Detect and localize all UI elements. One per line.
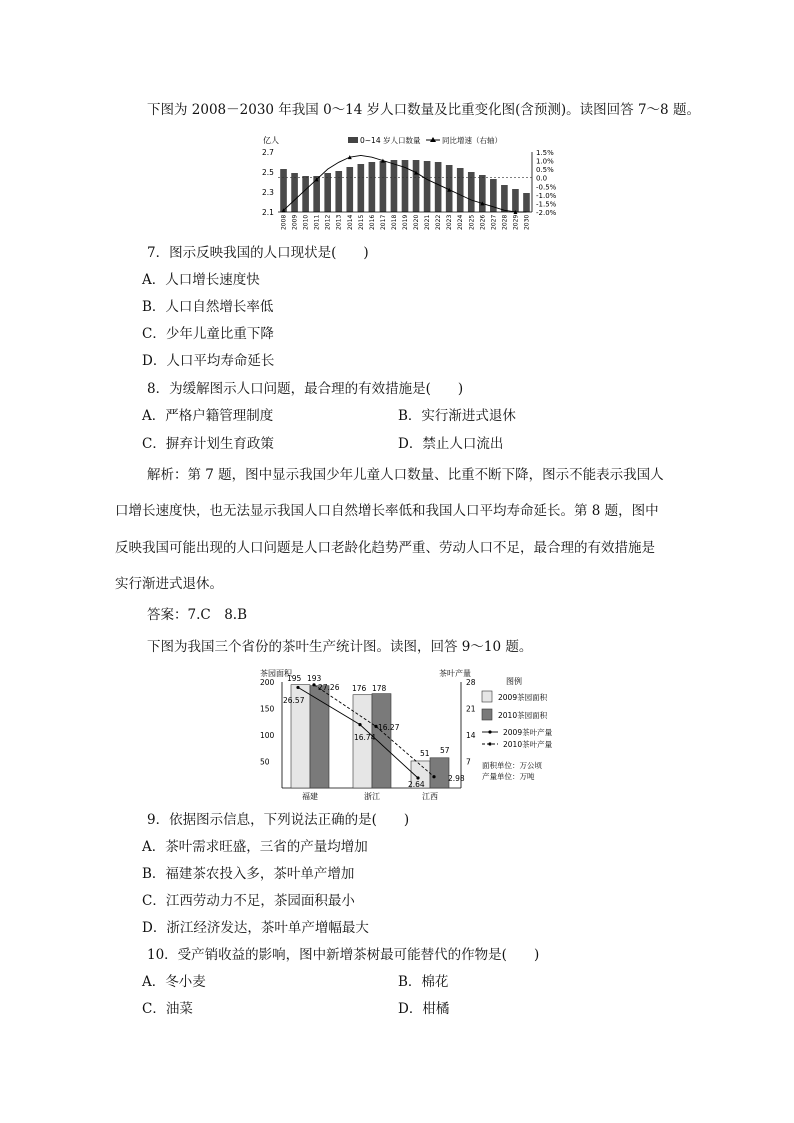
year-tick-label: 2019 [402,214,409,230]
province-label: 江西 [422,792,438,801]
right-tick-label: 28 [466,678,476,687]
population-bar [479,175,486,212]
right-tick-label: -2.0% [536,209,557,217]
unit-output: 产量单位：万吨 [482,772,535,781]
year-tick-label: 2014 [346,214,354,230]
right-tick-label: 7 [466,757,471,767]
population-bar [523,193,530,212]
left-tick-label: 2.7 [262,148,274,157]
province-label: 浙江 [364,792,380,801]
tea-chart [258,664,598,804]
year-tick-label: 2009 [291,214,299,230]
year-tick-label: 2013 [335,214,343,230]
output-2009-point [296,686,299,689]
chart2-ylabel-right: 茶叶产量 [439,669,471,678]
left-tick-label: 150 [260,704,275,714]
legend-bar-label: 0~14 岁人口数量 [360,136,421,145]
data-label: 57 [440,746,450,755]
data-label: 195 [287,674,302,683]
population-bar [280,169,287,212]
q10-option-a[interactable]: A．冬小麦 [142,974,206,990]
q9-stem: 9．依据图示信息，下列说法正确的是( ) [147,812,410,828]
q8-stem: 8．为缓解图示人口问题，最合理的有效措施是( ) [147,381,464,397]
analysis-line-1: 解析：第 7 题，图中显示我国少年儿童人口数量、比重不断下降，图示不能表示我国人 [147,467,664,483]
left-tick-label: 200 [260,678,275,687]
legend-2009-output: 2009茶叶产量 [503,728,553,737]
right-tick-label: 1.0% [536,157,554,166]
population-bar [324,173,331,212]
population-bar [457,168,464,212]
area-2010-bar [310,686,329,788]
legend-line-label: 同比增速（右轴） [442,136,502,145]
right-tick-label: 14 [466,731,476,740]
year-tick-label: 2028 [501,214,509,230]
right-tick-label: -0.5% [536,183,557,192]
data-label: 2.64 [408,780,425,789]
output-2010-point [312,683,315,686]
q10-option-c[interactable]: C．油菜 [142,1001,193,1017]
population-bar [358,164,365,212]
right-tick-label: 0.5% [536,166,554,175]
population-bar [424,161,431,212]
chart2-legend-title: 图例 [506,677,522,686]
q7-option-c[interactable]: C．少年儿童比重下降 [142,326,274,342]
q9-option-b[interactable]: B．福建茶农投入多，茶叶单产增加 [142,866,355,882]
q9-option-c[interactable]: C．江西劳动力不足，茶园面积最小 [142,893,355,909]
data-label: 26.57 [283,696,305,705]
unit-area: 面积单位：万公顷 [482,761,542,770]
year-tick-label: 2017 [379,214,387,230]
analysis-line-4: 实行渐进式退休。 [115,576,223,592]
legend-2009-area-swatch [482,691,492,702]
right-tick-label: -1.5% [536,200,557,209]
answer: 答案：7.C 8.B [147,607,248,623]
data-label: 176 [352,684,367,693]
legend-2009-area: 2009茶园面积 [498,693,548,702]
population-bar [346,167,353,212]
output-2009-point [358,723,361,726]
q7-stem: 7．图示反映我国的人口现状是( ) [147,245,369,261]
q9-option-d[interactable]: D．浙江经济发达，茶叶单产增幅最大 [142,920,369,936]
left-tick-label: 2.5 [262,168,274,177]
legend-2010-area: 2010茶园面积 [498,711,548,720]
year-tick-label: 2026 [479,214,487,230]
year-tick-label: 2025 [468,214,476,230]
year-tick-label: 2011 [313,214,321,230]
year-tick-label: 2029 [512,214,520,230]
data-label: 193 [307,674,322,683]
year-tick-label: 2016 [368,214,376,230]
right-tick-label: 1.5% [536,149,554,157]
data-label: 51 [420,749,430,758]
q10-option-b[interactable]: B．棉花 [398,974,449,990]
population-bar [501,185,508,212]
population-bar [512,189,519,212]
year-tick-label: 2022 [435,214,443,230]
intro-7-8: 下图为 2008－2030 年我国 0～14 岁人口数量及比重变化图(含预测)。读图回答 7～8 题。 [147,102,700,118]
right-tick-label: 21 [466,704,476,714]
population-bar [380,161,387,212]
left-tick-label: 100 [260,731,275,740]
year-tick-label: 2021 [424,214,432,230]
population-bar [435,162,442,212]
population-bar [335,171,342,212]
population-bar [302,176,309,212]
q8-option-d[interactable]: D．禁止人口流出 [398,436,504,452]
data-label: 178 [372,684,387,693]
q8-option-c[interactable]: C．摒弃计划生育政策 [142,436,274,452]
year-tick-label: 2024 [457,214,465,230]
year-tick-label: 2020 [413,214,421,230]
left-tick-label: 50 [260,757,270,767]
q7-option-a[interactable]: A．人口增长速度快 [142,272,260,288]
data-label: 16.27 [378,723,400,732]
chart2-ylabel-left: 茶园面积 [260,669,292,678]
year-tick-label: 2018 [390,214,398,230]
analysis-line-2: 口增长速度快，也无法显示我国人口自然增长率低和我国人口平均寿命延长。第 8 题，图中 [115,503,659,519]
year-tick-label: 2010 [302,214,310,230]
data-label: 27.26 [318,683,340,692]
q8-option-b[interactable]: B．实行渐进式退休 [398,408,516,424]
q7-option-b[interactable]: B．人口自然增长率低 [142,299,274,315]
population-bar [291,173,298,212]
population-bar [391,160,398,212]
right-tick-label: -1.0% [536,191,557,200]
legend-2010-area-swatch [482,709,492,720]
q10-option-d[interactable]: D．柑橘 [398,1001,450,1017]
output-2010-point [432,775,435,778]
year-tick-label: 2012 [324,214,332,230]
province-label: 福建 [302,792,318,801]
population-chart [250,130,560,235]
legend-2010-output: 2010茶叶产量 [503,740,553,749]
year-tick-label: 2023 [446,214,454,230]
q9-option-a[interactable]: A．茶叶需求旺盛，三省的产量均增加 [142,839,368,855]
chart1-ylabel: 亿人 [263,136,279,145]
right-tick-label: 0.0 [536,174,548,183]
year-tick-label: 2030 [523,214,531,230]
population-bar [413,160,420,212]
q8-option-a[interactable]: A．严格户籍管理制度 [142,408,274,424]
area-2010-bar [430,758,449,788]
population-bar [369,162,376,212]
legend-bar-swatch [348,137,358,143]
data-label: 2.98 [448,774,465,783]
intro-9-10: 下图为我国三个省份的茶叶生产统计图。读图，回答 9～10 题。 [147,639,533,655]
left-tick-label: 2.3 [262,188,274,197]
analysis-line-3: 反映我国可能出现的人口问题是人口老龄化趋势严重、劳动人口不足，最合理的有效措施是 [115,540,655,556]
q7-option-d[interactable]: D．人口平均寿命延长 [142,353,275,369]
left-tick-label: 2.1 [262,208,274,217]
q10-stem: 10．受产销收益的影响，图中新增茶树最可能替代的作物是( ) [147,947,540,963]
year-tick-label: 2008 [280,214,288,230]
year-tick-label: 2027 [490,214,498,230]
data-label: 16.74 [354,733,376,742]
year-tick-label: 2015 [357,214,365,230]
